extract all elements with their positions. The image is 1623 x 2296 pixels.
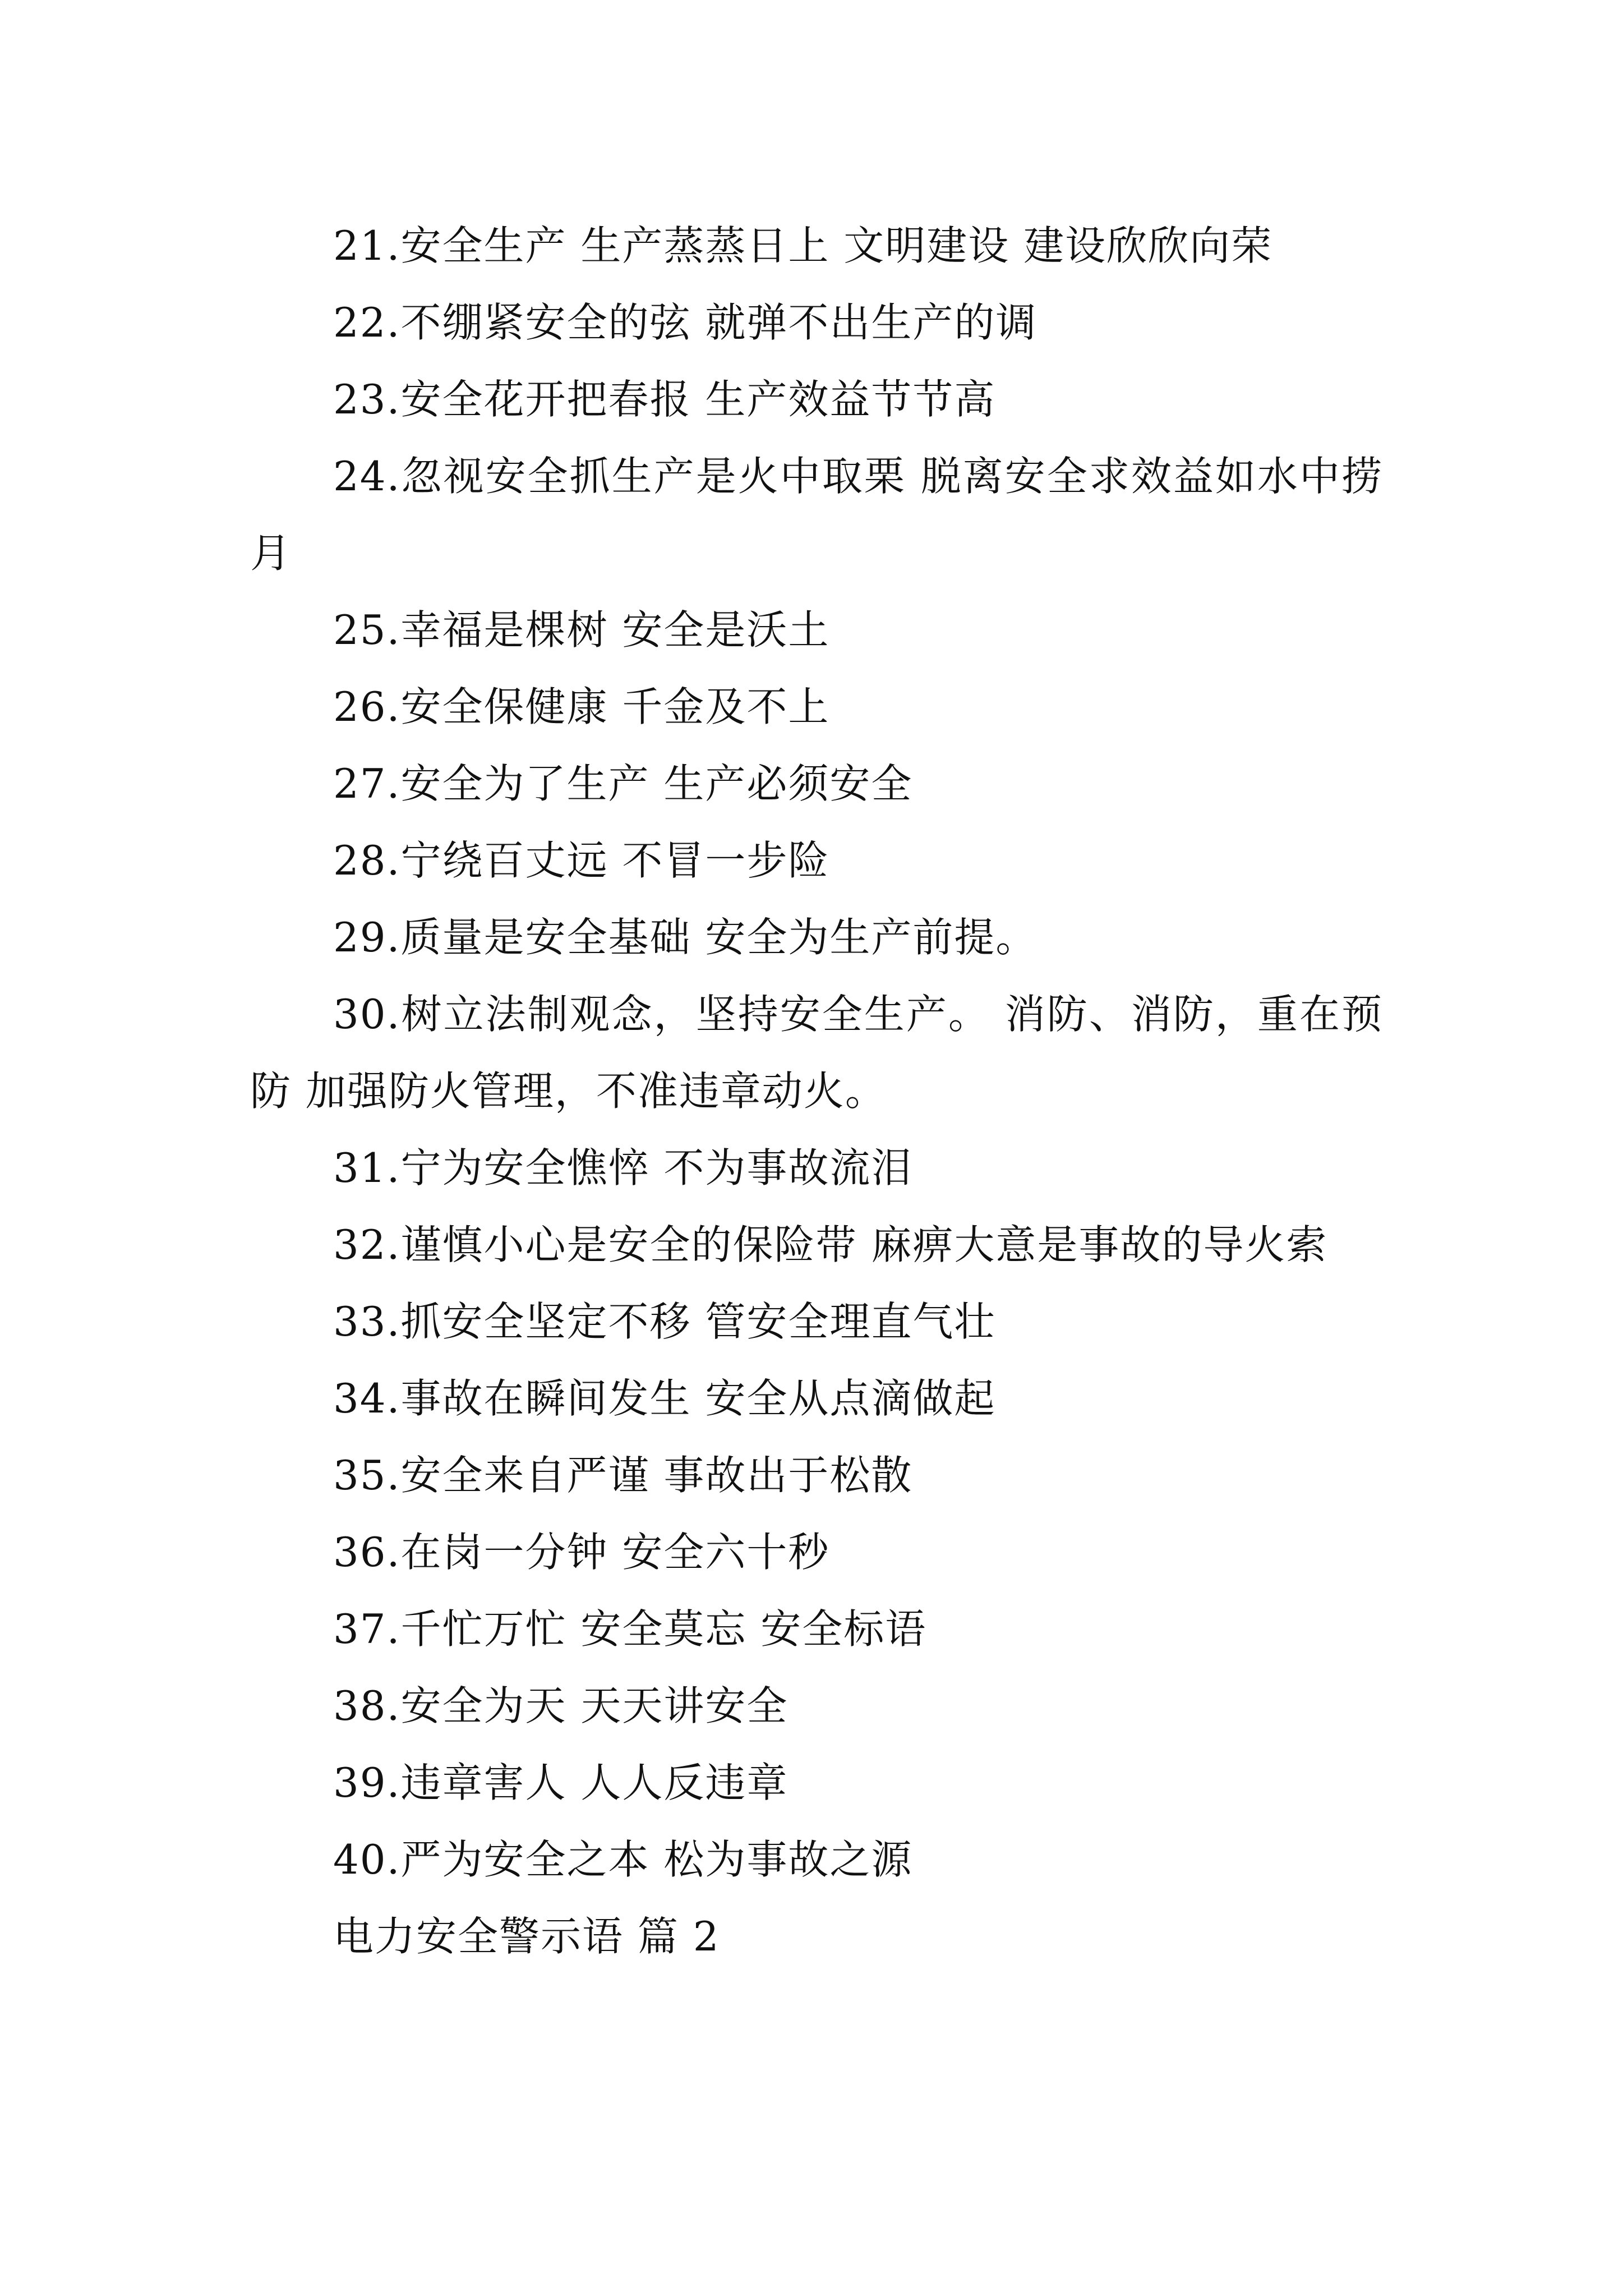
list-item: 34.事故在瞬间发生 安全从点滴做起 bbox=[333, 1375, 996, 1422]
list-item: 22.不绷紧安全的弦 就弹不出生产的调 bbox=[333, 299, 1038, 346]
list-item: 40.严为安全之本 松为事故之源 bbox=[333, 1836, 913, 1883]
list-item: 30.树立法制观念，坚持安全生产。 消防、消防，重在预防 加强防火管理，不准违章动火。 bbox=[250, 991, 1383, 1115]
list-item: 24.忽视安全抓生产是火中取栗 脱离安全求效益如水中捞月 bbox=[250, 453, 1383, 577]
list-item: 29.质量是安全基础 安全为生产前提。 bbox=[333, 914, 1038, 961]
list-item: 39.违章害人 人人反违章 bbox=[333, 1759, 789, 1806]
list-item: 28.宁绕百丈远 不冒一步险 bbox=[333, 837, 830, 884]
list-item: 31.宁为安全憔悴 不为事故流泪 bbox=[333, 1144, 913, 1191]
list-item: 27.安全为了生产 生产必须安全 bbox=[333, 760, 913, 807]
slogan-list bbox=[250, 208, 1383, 1975]
list-item: 21.安全生产 生产蒸蒸日上 文明建设 建设欣欣向荣 bbox=[333, 222, 1273, 269]
list-item: 35.安全来自严谨 事故出于松散 bbox=[333, 1452, 913, 1499]
list-item: 38.安全为天 天天讲安全 bbox=[333, 1682, 789, 1729]
section-heading: 电力安全警示语 篇 2 bbox=[333, 1913, 720, 1960]
list-item: 36.在岗一分钟 安全六十秒 bbox=[333, 1529, 830, 1576]
list-item: 33.抓安全坚定不移 管安全理直气壮 bbox=[333, 1298, 996, 1345]
list-item: 37.千忙万忙 安全莫忘 安全标语 bbox=[333, 1605, 927, 1653]
list-item: 25.幸福是棵树 安全是沃土 bbox=[333, 606, 830, 654]
list-item: 23.安全花开把春报 生产效益节节高 bbox=[333, 376, 996, 423]
list-item: 26.安全保健康 千金及不上 bbox=[333, 683, 830, 730]
list-item: 32.谨慎小心是安全的保险带 麻痹大意是事故的导火索 bbox=[333, 1221, 1328, 1268]
